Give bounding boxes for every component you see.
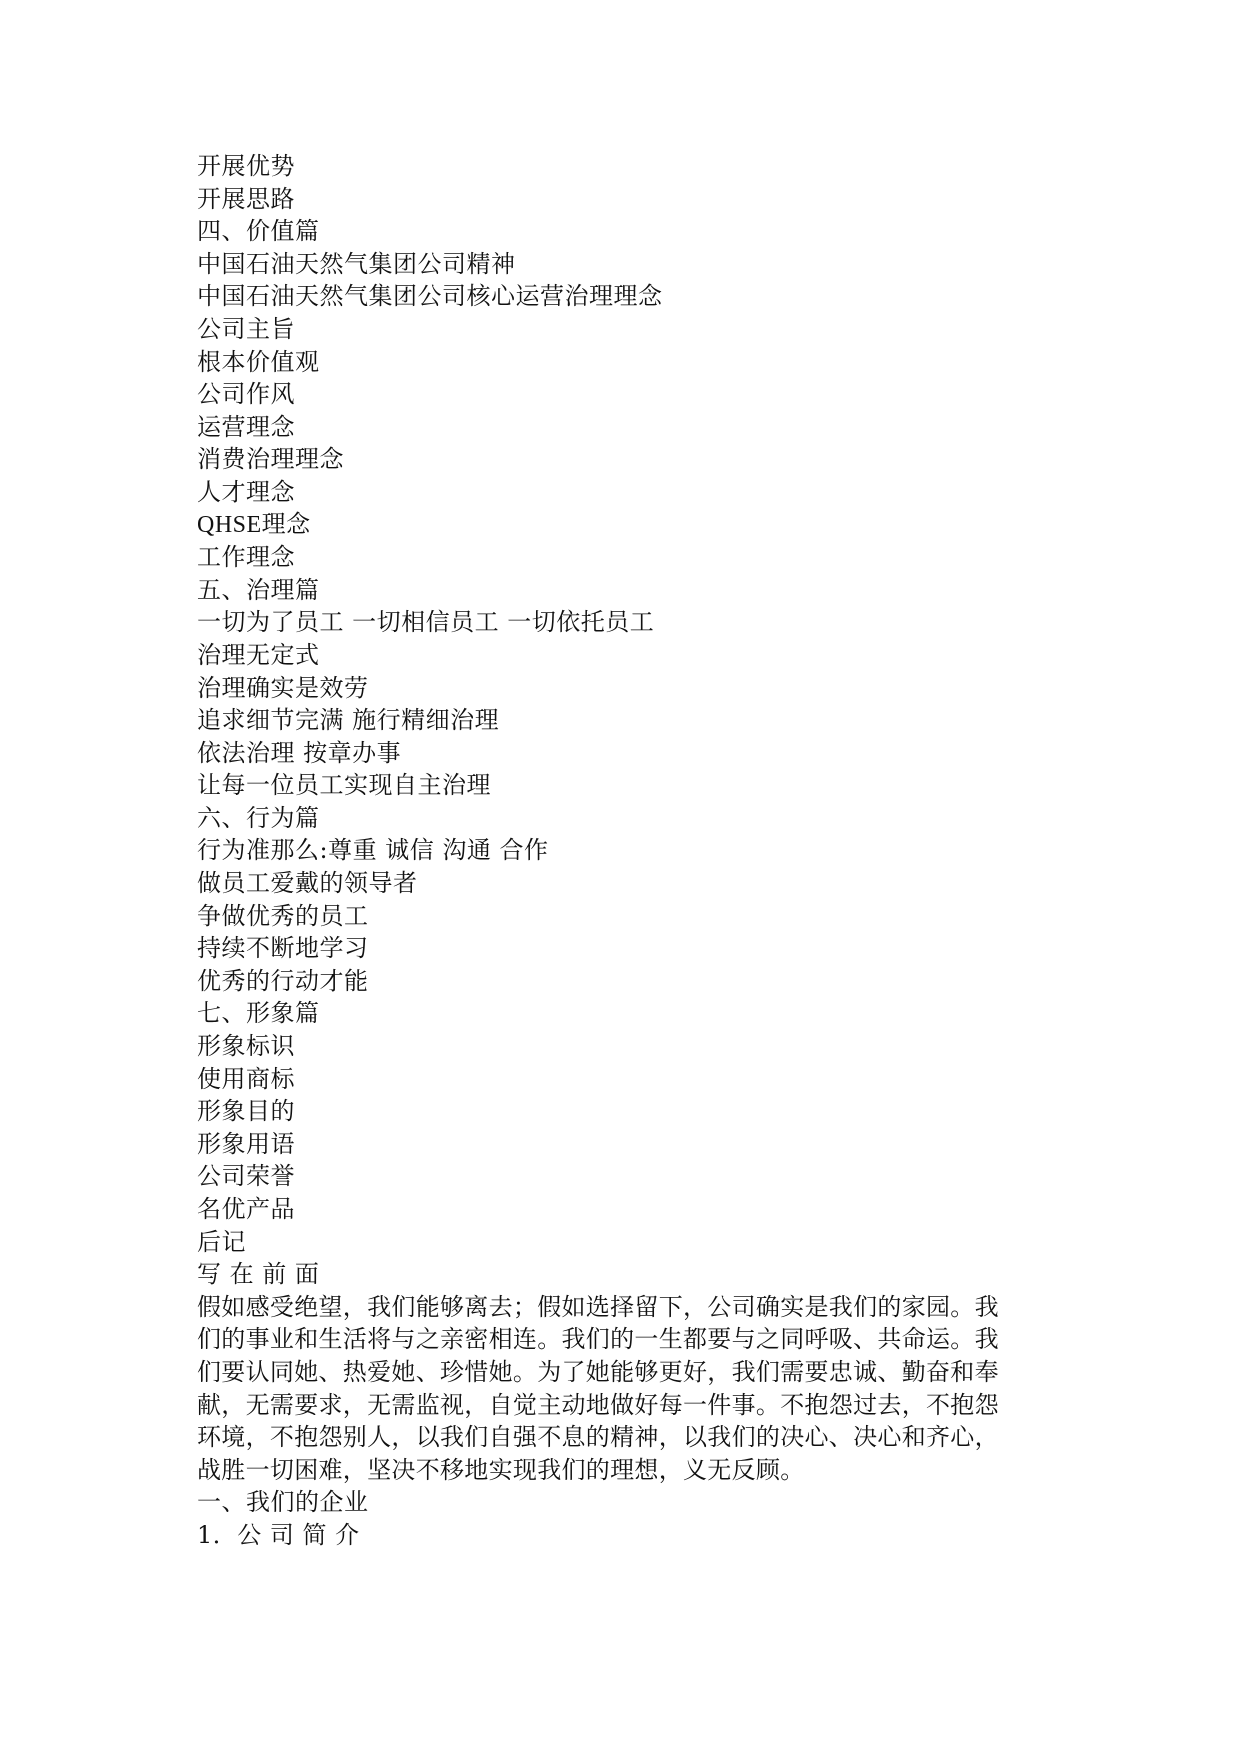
outline-line: 根本价值观 (197, 347, 320, 376)
outline-line: 依法治理 按章办事 (197, 738, 402, 767)
document-page (197, 150, 1037, 1552)
outline-line: 消费治理理念 (197, 445, 344, 474)
outline-line: 治理无定式 (197, 640, 320, 669)
outline-line: 公司荣誉 (197, 1162, 295, 1191)
preface-paragraph (197, 1291, 1037, 1487)
paragraph-line: 假如感受绝望，我们能够离去；假如选择留下，公司确实是我们的家园。我 (197, 1292, 999, 1321)
paragraph-line: 献，无需要求，无需监视，自觉主动地做好每一件事。不抱怨过去，不抱怨 (197, 1390, 999, 1419)
paragraph-line: 战胜一切困难，坚决不移地实现我们的理想，义无反顾。 (197, 1455, 805, 1484)
outline-line: 做员工爱戴的领导者 (197, 869, 418, 898)
outline-line: 优秀的行动才能 (197, 966, 369, 995)
outline-line: 形象目的 (197, 1097, 295, 1126)
outline-line: 公司作风 (197, 380, 295, 409)
preface-heading: 写 在 前 面 (197, 1260, 320, 1289)
outline-line: 持续不断地学习 (197, 934, 369, 963)
chapter-heading: 一、我们的企业 (197, 1488, 369, 1517)
outline-line: 人才理念 (197, 477, 295, 506)
section-heading: 五、治理篇 (197, 575, 320, 604)
outline-line: 行为准那么:尊重 诚信 沟通 合作 (197, 836, 549, 865)
outline-line: 形象用语 (197, 1129, 295, 1158)
paragraph-line: 环境，不抱怨别人，以我们自强不息的精神，以我们的决心、决心和齐心， (197, 1423, 999, 1452)
section-heading: 四、价值篇 (197, 217, 320, 246)
subsection-heading: 1．公 司 简 介 (197, 1520, 360, 1549)
paragraph-line: 们要认同她、热爱她、珍惜她。为了她能够更好，我们需要忠诚、勤奋和奉 (197, 1357, 999, 1386)
paragraph-line: 们的事业和生活将与之亲密相连。我们的一生都要与之同呼吸、共命运。我 (197, 1325, 999, 1354)
outline-line: 形象标识 (197, 1032, 295, 1061)
closing-headings (197, 1486, 1037, 1551)
outline-line: 治理确实是效劳 (197, 673, 369, 702)
section-heading: 六、行为篇 (197, 803, 320, 832)
outline-line: 中国石油天然气集团公司精神 (197, 249, 516, 278)
outline-list (197, 150, 1037, 1291)
outline-line: 工作理念 (197, 543, 295, 572)
outline-line: 中国石油天然气集团公司核心运营治理理念 (197, 282, 663, 311)
outline-line: 名优产品 (197, 1195, 295, 1223)
outline-line: 争做优秀的员工 (197, 901, 369, 930)
outline-line: QHSE理念 (197, 511, 311, 538)
outline-line: 开展思路 (197, 184, 295, 213)
outline-line: 公司主旨 (197, 314, 295, 343)
outline-line: 追求细节完满 施行精细治理 (197, 706, 500, 735)
outline-line: 开展优势 (197, 152, 295, 180)
outline-line: 后记 (197, 1227, 246, 1256)
section-heading: 七、形象篇 (197, 999, 320, 1028)
outline-line: 使用商标 (197, 1064, 295, 1093)
outline-line: 运营理念 (197, 412, 295, 441)
outline-line: 一切为了员工 一切相信员工 一切依托员工 (197, 608, 655, 637)
outline-line: 让每一位员工实现自主治理 (197, 771, 491, 800)
